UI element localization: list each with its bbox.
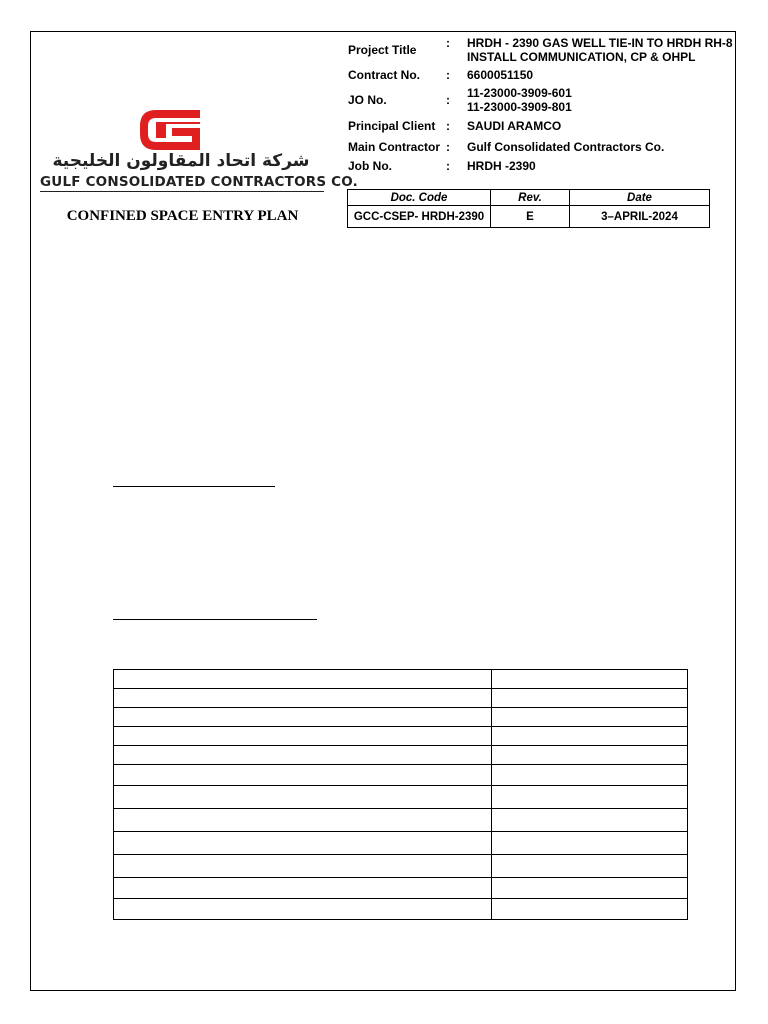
table-cell	[492, 878, 688, 899]
contract-no-value: 6600051150	[467, 68, 534, 82]
project-title-label: Project Title	[348, 43, 417, 57]
blank-grid-table	[113, 669, 688, 920]
table-row	[114, 727, 688, 746]
table-row	[114, 832, 688, 855]
company-name-arabic: شركة اتحاد المقاولون الخليجية	[52, 151, 310, 171]
doc-code-header: Doc. Code	[348, 190, 491, 206]
principal-client-value: SAUDI ARAMCO	[467, 119, 562, 133]
table-cell	[114, 746, 492, 765]
company-name-english: GULF CONSOLIDATED CONTRACTORS CO.	[40, 174, 358, 190]
doc-code-value: GCC-CSEP- HRDH-2390	[348, 206, 491, 228]
principal-client-label: Principal Client	[348, 119, 436, 133]
table-cell	[492, 689, 688, 708]
table-cell	[114, 727, 492, 746]
colon: :	[446, 68, 450, 82]
main-contractor-value: Gulf Consolidated Contractors Co.	[467, 140, 665, 154]
table-cell	[492, 727, 688, 746]
table-cell	[114, 878, 492, 899]
table-row	[114, 899, 688, 920]
contract-no-label: Contract No.	[348, 68, 420, 82]
table-cell	[114, 855, 492, 878]
project-title-value-line2: INSTALL COMMUNICATION, CP & OHPL	[467, 50, 696, 64]
colon: :	[446, 119, 450, 133]
doc-code-table	[347, 189, 710, 228]
colon: :	[446, 140, 450, 154]
job-no-value: HRDH -2390	[467, 159, 536, 173]
colon: :	[446, 36, 450, 50]
blank-grid-body	[114, 670, 688, 920]
table-cell	[114, 765, 492, 786]
date-value: 3–APRIL-2024	[570, 206, 710, 228]
table-row	[114, 708, 688, 727]
main-contractor-label: Main Contractor	[348, 140, 441, 154]
table-row	[114, 746, 688, 765]
table-cell	[114, 786, 492, 809]
table-cell	[114, 809, 492, 832]
project-title-value-line1: HRDH - 2390 GAS WELL TIE-IN TO HRDH RH-8	[467, 36, 733, 50]
table-cell	[492, 786, 688, 809]
table-cell	[492, 809, 688, 832]
rev-header: Rev.	[491, 190, 570, 206]
table-cell	[492, 765, 688, 786]
table-cell	[114, 899, 492, 920]
table-cell	[492, 855, 688, 878]
table-cell	[492, 899, 688, 920]
table-cell	[492, 670, 688, 689]
table-cell	[492, 746, 688, 765]
rev-value: E	[491, 206, 570, 228]
jo-no-value-line2: 11-23000-3909-801	[467, 100, 572, 114]
company-logo	[38, 104, 358, 194]
colon: :	[446, 93, 450, 107]
table-cell	[114, 670, 492, 689]
job-no-label: Job No.	[348, 159, 392, 173]
gcc-logo-icon	[134, 104, 206, 156]
table-cell	[114, 689, 492, 708]
jo-no-label: JO No.	[348, 93, 387, 107]
table-row	[114, 855, 688, 878]
blank-underline	[113, 619, 317, 620]
jo-no-value-line1: 11-23000-3909-601	[467, 86, 572, 100]
table-row	[114, 670, 688, 689]
table-cell	[492, 708, 688, 727]
table-row	[114, 878, 688, 899]
table-row	[114, 786, 688, 809]
table-cell	[114, 832, 492, 855]
blank-underline	[113, 486, 275, 487]
date-header: Date	[570, 190, 710, 206]
document-title: CONFINED SPACE ENTRY PLAN	[66, 208, 299, 224]
doc-code-header-row	[348, 190, 710, 206]
colon: :	[446, 159, 450, 173]
table-cell	[114, 708, 492, 727]
table-row	[114, 765, 688, 786]
table-cell	[492, 832, 688, 855]
table-row	[114, 689, 688, 708]
doc-code-value-row	[348, 206, 710, 228]
table-row	[114, 809, 688, 832]
